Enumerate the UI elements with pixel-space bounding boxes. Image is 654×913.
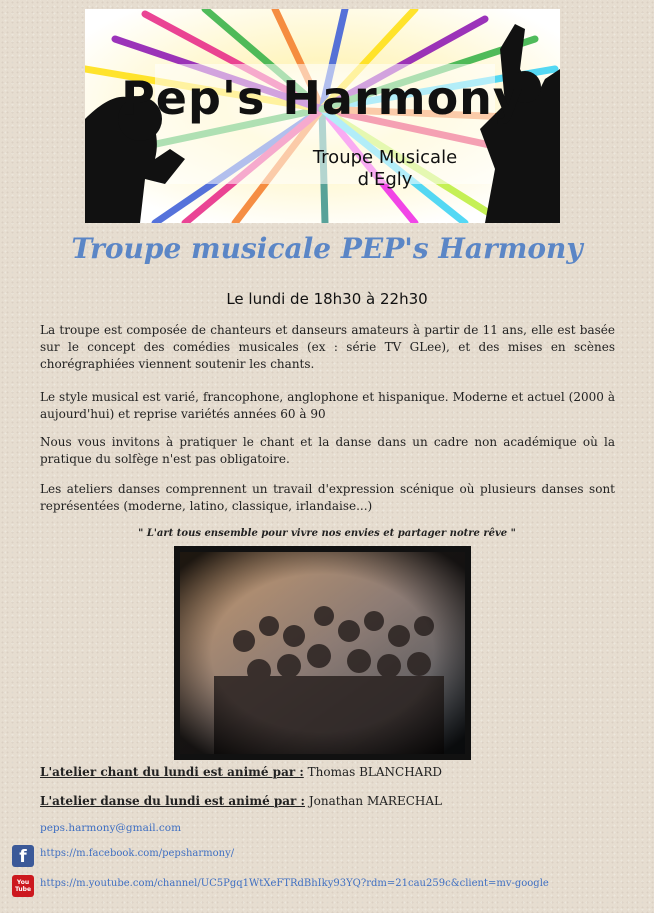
- banner-subtitle-line1: Troupe Musicale: [312, 147, 458, 168]
- facebook-icon[interactable]: f: [12, 845, 34, 867]
- description-paragraph-2: Le style musical est varié, francophone, anglophone et hispanique. Moderne et actuel (2000 à aujourd'hui) et reprise variétés années 60 à 90: [40, 390, 615, 421]
- credit-chant: [40, 765, 442, 779]
- email-link[interactable]: peps.harmony@gmail.com: [40, 822, 182, 834]
- banner-subtitle: [245, 147, 525, 191]
- description-paragraph-4: Les ateliers danses comprennent un travail d'expression scénique où plusieurs danses sont représentées (moderne, latino, classique, irlandaise...): [40, 482, 615, 513]
- header-banner: [85, 9, 560, 223]
- group-photo-image: [174, 546, 471, 760]
- page-title: Troupe musicale PEP's Harmony: [71, 232, 583, 265]
- credit-chant-label: L'atelier chant du lundi est animé par :: [40, 765, 304, 779]
- credit-danse-label: L'atelier danse du lundi est animé par :: [40, 794, 305, 808]
- youtube-link[interactable]: https://m.youtube.com/channel/UC5Pgq1WtXeFTRdBhIky93YQ?rdm=21cau259c&client=mv-google: [40, 878, 549, 889]
- group-photo: [174, 546, 471, 760]
- credit-chant-name: Thomas BLANCHARD: [307, 765, 442, 779]
- description-paragraph-1: La troupe est composée de chanteurs et danseurs amateurs à partir de 11 ans, elle est basée sur le concept des comédies musicales (ex : série TV GLee), et des mises en scènes chorégraphiées viennent soutenir les chants.: [40, 323, 615, 371]
- schedule-text: Le lundi de 18h30 à 22h30: [226, 290, 428, 308]
- banner-subtitle-line2: d'Egly: [357, 169, 413, 190]
- credit-danse: [40, 794, 442, 808]
- motto-quote: " L'art tous ensemble pour vivre nos envies et partager notre rêve ": [138, 528, 516, 539]
- youtube-icon[interactable]: You Tube: [12, 875, 34, 897]
- banner-title: Pep's Harmony: [121, 71, 524, 125]
- credit-danse-name: Jonathan MARECHAL: [308, 794, 443, 808]
- facebook-link[interactable]: https://m.facebook.com/pepsharmony/: [40, 848, 235, 859]
- description-paragraph-3: Nous vous invitons à pratiquer le chant et la danse dans un cadre non académique où la pratique du solfège n'est pas obligatoire.: [40, 435, 615, 466]
